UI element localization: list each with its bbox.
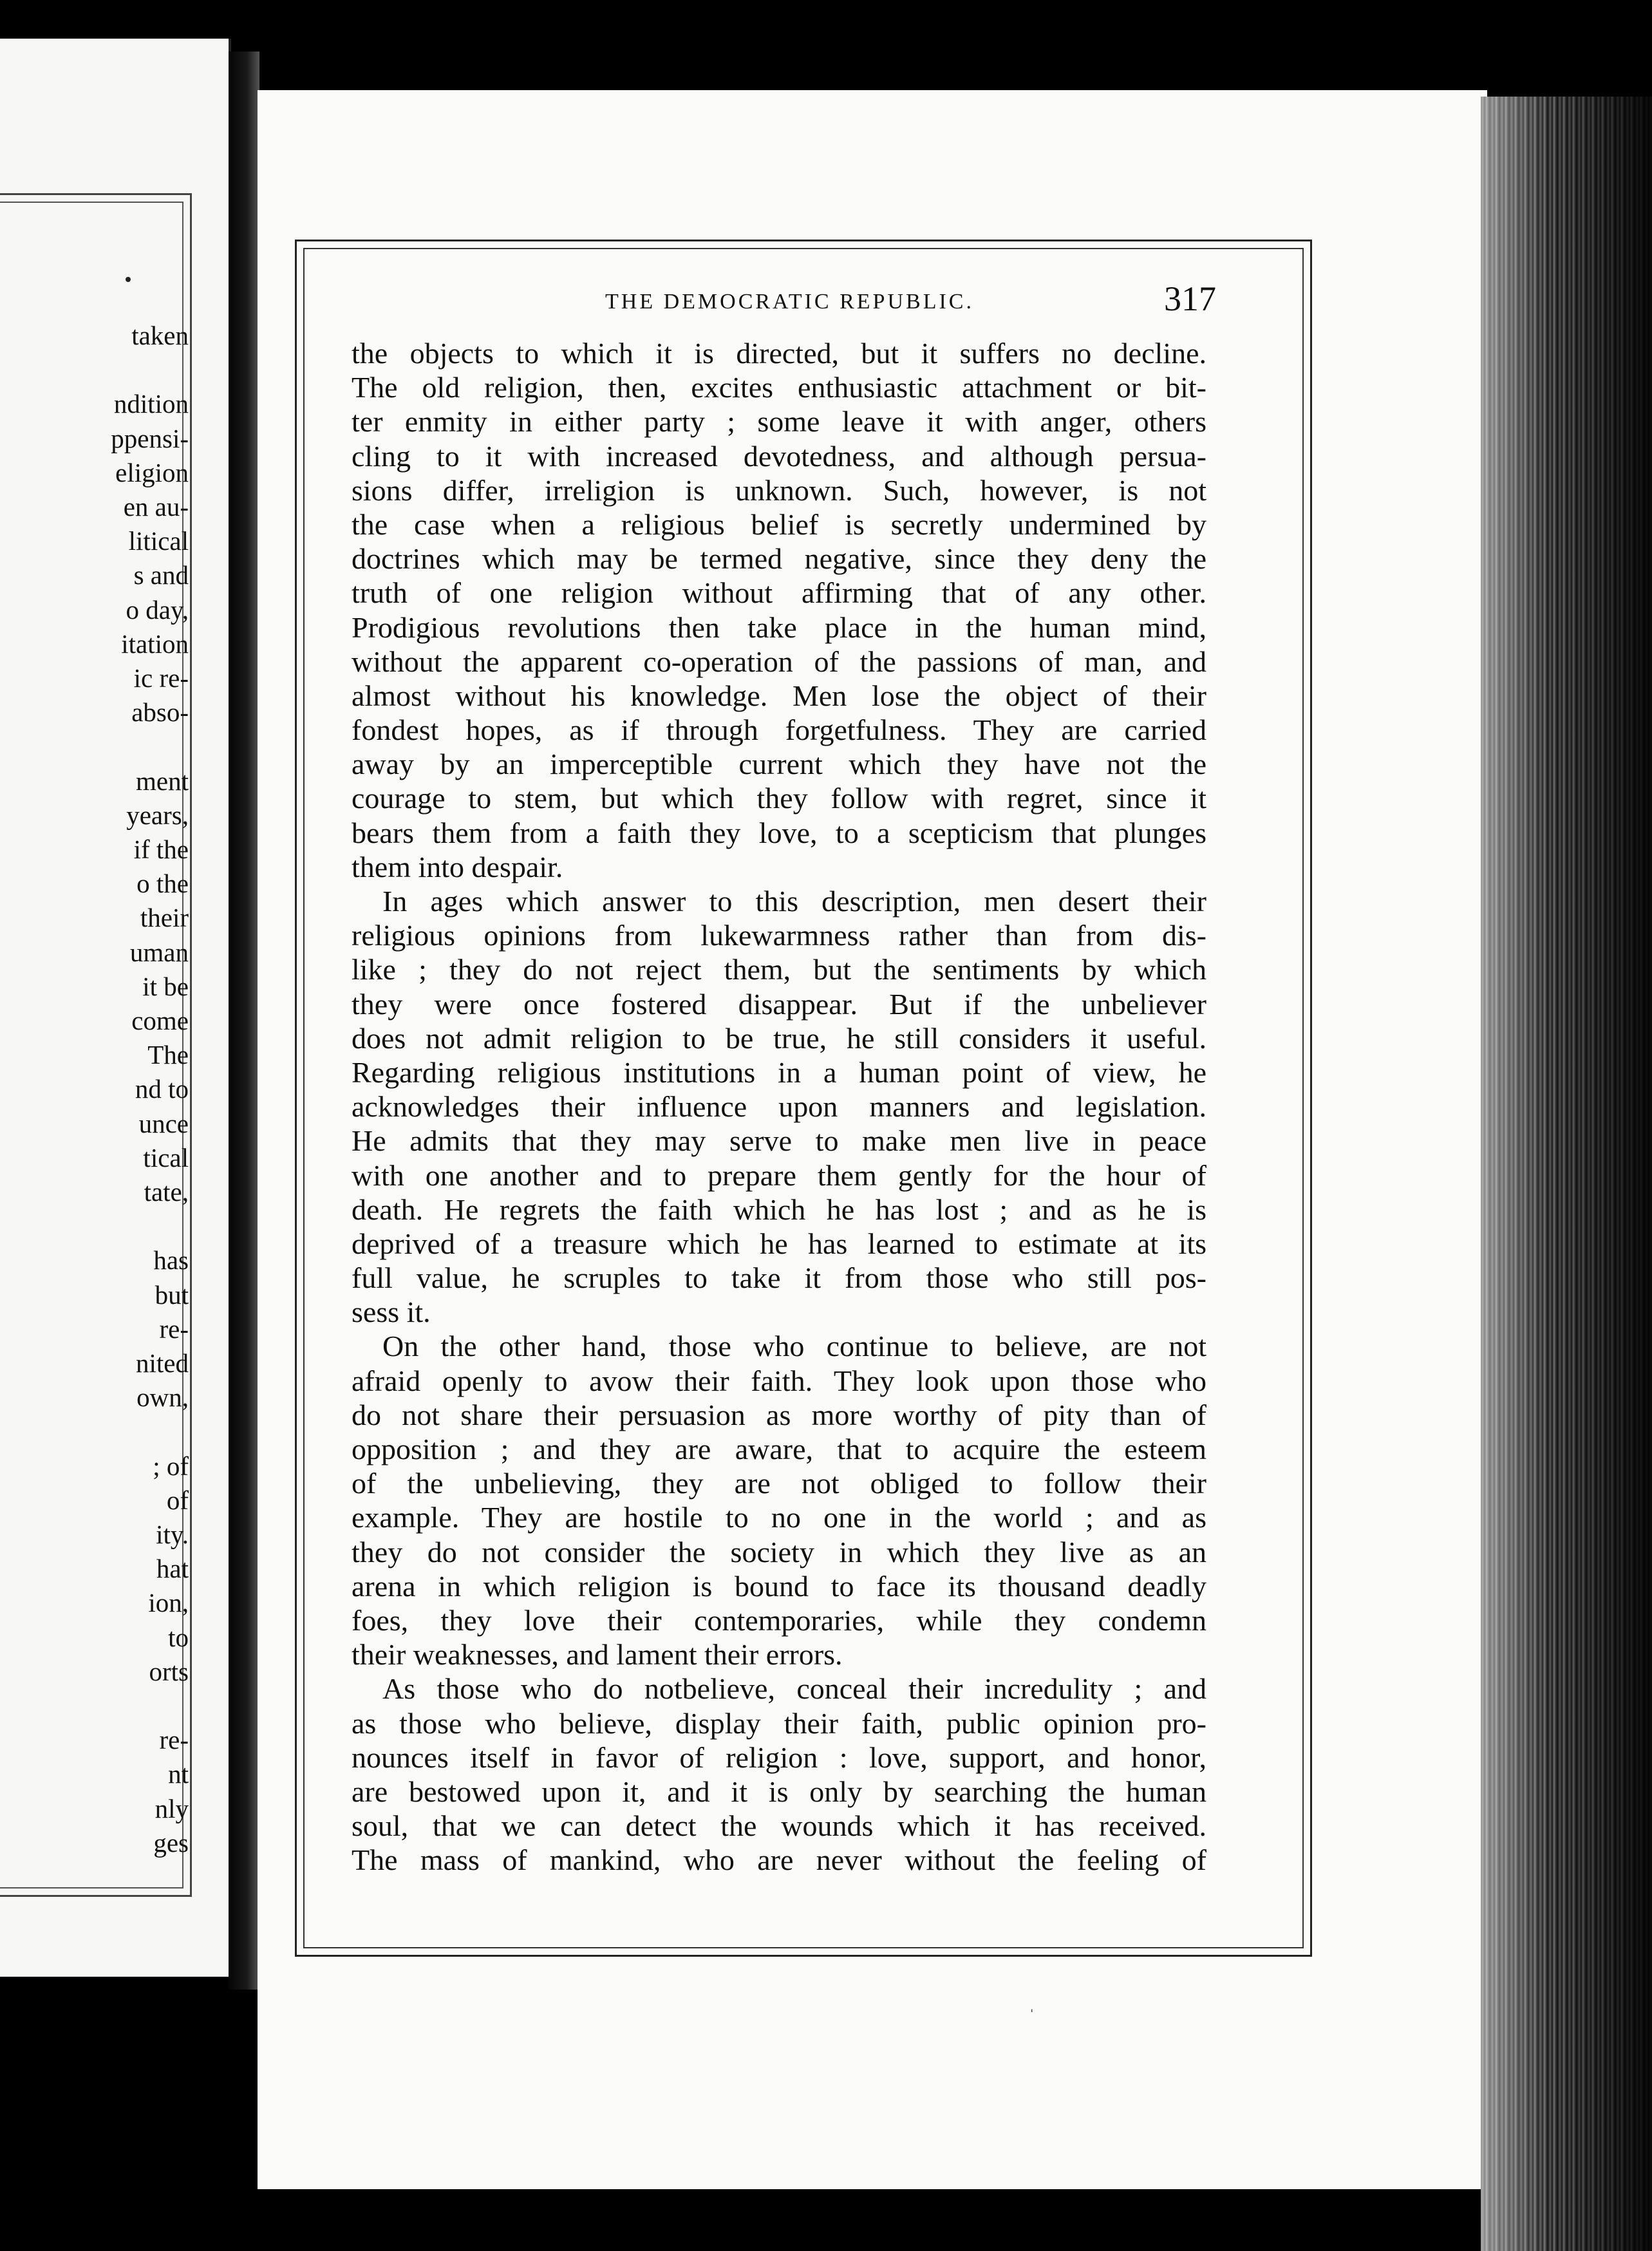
left-page-line: of	[166, 1485, 189, 1515]
text-line: nounces itself in favor of religion : love, support, and honor,	[352, 1740, 1206, 1774]
text-line: away by an imperceptible current which they have not the	[352, 748, 1206, 781]
text-line: doctrines which may be termed negative, since they deny the	[352, 542, 1206, 576]
text-line: bears them from a faith they love, to a scepticism that plunges	[352, 816, 1206, 849]
left-page-line: unce	[138, 1108, 189, 1138]
text-line: fondest hopes, as if through forgetfulness. They are carried	[352, 713, 1206, 747]
left-page-line: The	[147, 1040, 189, 1070]
text-line: ter enmity in either party ; some leave it with anger, others	[352, 405, 1206, 438]
text-line: truth of one religion without affirming that of any other.	[352, 576, 1206, 610]
text-line: The mass of mankind, who are never without the feeling of	[352, 1843, 1206, 1877]
text-line: death. He regrets the faith which he has lost ; and as he is	[352, 1192, 1206, 1226]
left-page-line: nly	[155, 1793, 189, 1823]
text-line: On the other hand, those who continue to believe, are not	[382, 1330, 1206, 1363]
text-line: cling to it with increased devotedness, and although persua-	[352, 439, 1206, 473]
left-page-line: s and	[133, 560, 189, 590]
text-line: Regarding religious institutions in a human point of view, he	[352, 1055, 1206, 1089]
text-line: does not admit religion to be true, he still considers it useful.	[352, 1021, 1206, 1055]
text-line: arena in which religion is bound to face its thousand deadly	[352, 1569, 1206, 1603]
left-page-line: has	[153, 1245, 189, 1276]
body-text	[352, 336, 1206, 1877]
text-line: As those who do notbelieve, conceal their incredulity ; and	[382, 1672, 1206, 1706]
text-line: soul, that we can detect the wounds which it has received.	[352, 1809, 1206, 1843]
text-line: them into despair.	[352, 850, 563, 883]
stray-mark: ˌ	[1029, 1993, 1035, 2013]
text-line: their weaknesses, and lament their errors.	[352, 1638, 843, 1672]
text-line: afraid openly to avow their faith. They look upon those who	[352, 1364, 1206, 1397]
text-line: of the unbelieving, they are not obliged to follow their	[352, 1467, 1206, 1500]
left-page-line: it be	[142, 971, 189, 1001]
text-line: do not share their persuasion as more worthy of pity than of	[352, 1398, 1206, 1431]
running-head: THE DEMOCRATIC REPUBLIC.	[605, 290, 974, 314]
left-page-line: their	[140, 903, 189, 933]
left-page-line: ppensi-	[111, 423, 189, 453]
left-page-line: but	[155, 1279, 189, 1310]
left-page-line: abso-	[131, 697, 189, 728]
text-line: sions differ, irreligion is unknown. Such, however, is not	[352, 473, 1206, 507]
text-line: almost without his knowledge. Men lose the object of their	[352, 679, 1206, 712]
left-page-line: uman	[129, 937, 189, 967]
text-line: the case when a religious belief is secretly undermined by	[352, 507, 1206, 541]
text-line: with one another and to prepare them gently for the hour of	[352, 1158, 1206, 1192]
left-page-line: ic re-	[133, 663, 189, 693]
text-line: the objects to which it is directed, but it suffers no decline.	[352, 337, 1206, 370]
left-page-line: years,	[126, 800, 189, 830]
text-line: acknowledges their influence upon manners and legislation.	[352, 1090, 1206, 1124]
text-line: without the apparent co-operation of the passions of man, and	[352, 645, 1206, 678]
left-page-line: litical	[128, 526, 189, 556]
left-page-line: nited	[136, 1348, 189, 1378]
text-line: as those who believe, display their faith, public opinion pro-	[352, 1706, 1206, 1740]
left-page-line: ment	[136, 766, 189, 796]
left-page-line: ges	[153, 1827, 189, 1858]
left-page-line: ndition	[113, 389, 189, 419]
left-page-line: ity.	[156, 1520, 189, 1549]
left-page-line: ion,	[148, 1588, 189, 1618]
text-line: are bestowed upon it, and it is only by searching the human	[352, 1775, 1206, 1808]
left-page-line: tical	[143, 1142, 189, 1173]
left-page-line: o day,	[126, 594, 189, 625]
text-line: like ; they do not reject them, but the sentiments by which	[352, 953, 1206, 986]
left-page-line: o the	[136, 869, 189, 899]
left-page-line: eligion	[115, 457, 189, 487]
text-line: deprived of a treasure which he has learned to estimate at its	[352, 1227, 1206, 1260]
left-page-line: orts	[149, 1656, 189, 1686]
left-page-line: to	[168, 1622, 189, 1652]
left-page-line: taken	[131, 321, 189, 350]
left-page-line: itation	[121, 628, 189, 659]
left-page-line: own,	[136, 1382, 189, 1413]
left-page-line: re-	[159, 1725, 189, 1755]
page-number: 317	[1164, 279, 1216, 318]
left-page-line: en au-	[123, 492, 189, 522]
text-line: they do not consider the society in which they live as an	[352, 1535, 1206, 1568]
text-line: Prodigious revolutions then take place in the human mind,	[352, 610, 1206, 644]
text-line: courage to stem, but which they follow with regret, since it	[352, 782, 1206, 815]
text-line: In ages which answer to this description, men desert their	[382, 885, 1206, 918]
text-line: opposition ; and they are aware, that to acquire the esteem	[352, 1433, 1206, 1465]
text-line: He admits that they may serve to make men live in peace	[352, 1124, 1206, 1158]
text-line: example. They are hostile to no one in the world ; and as	[352, 1501, 1206, 1534]
page-edges-shading	[1481, 97, 1652, 2251]
text-line: foes, they love their contemporaries, while they condemn	[352, 1603, 1206, 1637]
ink-dot	[126, 277, 131, 282]
left-page-line: ; of	[153, 1451, 189, 1481]
text-line: religious opinions from lukewarmness rather than from dis-	[352, 919, 1206, 952]
left-page-line: re-	[159, 1314, 189, 1344]
left-page-line: nt	[168, 1759, 189, 1789]
left-page-line: if the	[133, 834, 189, 864]
left-page-line: hat	[156, 1554, 189, 1584]
text-line: they were once fostered disappear. But if the unbeliever	[352, 987, 1206, 1021]
left-page-line: tate,	[144, 1177, 189, 1207]
book-spine-shadow	[229, 52, 259, 1990]
text-line: sess it.	[352, 1295, 431, 1329]
text-line: full value, he scruples to take it from those who still pos-	[352, 1261, 1206, 1295]
left-page-line: come	[131, 1006, 189, 1035]
text-line: The old religion, then, excites enthusiastic attachment or bit-	[352, 371, 1206, 404]
left-page-line: nd to	[135, 1074, 189, 1104]
left-page-fragment	[0, 39, 231, 1977]
